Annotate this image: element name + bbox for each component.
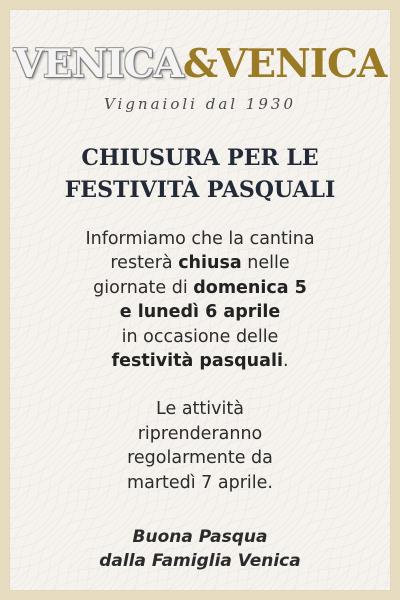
logo-ampersand: & xyxy=(182,41,218,87)
paragraph-gap xyxy=(39,373,361,397)
closing-greeting xyxy=(9,525,391,573)
notice-emphasis: domenica 5 xyxy=(193,277,307,298)
announcement-card xyxy=(9,9,391,591)
notice-emphasis-line: e lunedì 6 aprile xyxy=(119,302,281,323)
logo-tagline: Vignaioli dal 1930 xyxy=(103,95,297,113)
notice-line: Informiamo che la cantina xyxy=(85,229,315,249)
notice-emphasis: chiusa xyxy=(178,253,242,274)
reopening-line: Le attività xyxy=(156,399,244,420)
notice-text xyxy=(39,227,361,495)
closing-line-1: Buona Pasqua xyxy=(132,527,268,547)
notice-text-fragment: resterà xyxy=(110,253,179,274)
venica-logo xyxy=(9,42,391,86)
logo-word-silver: VENICA xyxy=(13,41,183,87)
notice-emphasis: festività pasquali xyxy=(111,351,283,372)
notice-line xyxy=(39,276,361,300)
headline-line-2: FESTIVITÀ PASQUALI xyxy=(64,177,336,203)
notice-text-fragment: nelle xyxy=(241,253,290,274)
reopening-line: regolarmente da xyxy=(127,448,273,469)
closing-line-2: dalla Famiglia Venica xyxy=(99,551,301,571)
notice-line xyxy=(39,349,361,373)
logo-word-gold: VENICA xyxy=(217,41,387,87)
reopening-line: riprenderanno xyxy=(137,423,263,444)
notice-text-fragment: giornate di xyxy=(93,277,194,298)
notice-line: in occasione delle xyxy=(121,326,279,347)
notice-text-fragment: . xyxy=(282,351,289,372)
headline xyxy=(9,142,391,206)
notice-line xyxy=(39,251,361,275)
reopening-line: martedì 7 aprile. xyxy=(127,472,273,493)
headline-line-1: CHIUSURA PER LE xyxy=(81,145,319,171)
